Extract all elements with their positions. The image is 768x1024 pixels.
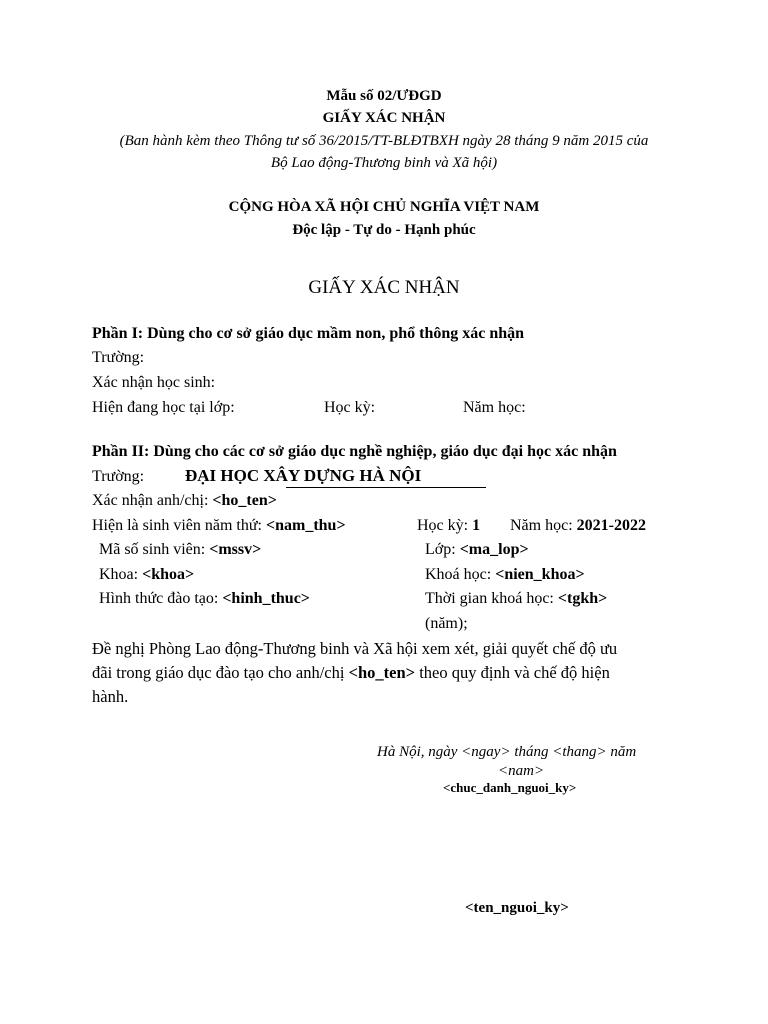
student-id-value: <mssv>: [209, 541, 262, 558]
student-id-label: Mã số sinh viên:: [99, 541, 206, 558]
request-student-name: <ho_ten>: [348, 663, 416, 682]
request-line-2: [92, 662, 610, 684]
training-label: Hình thức đào tạo:: [99, 590, 219, 607]
year-row: [92, 516, 346, 536]
class-row: [425, 540, 529, 560]
student-name-field: <ho_ten>: [212, 492, 277, 509]
form-title: GIẤY XÁC NHẬN: [322, 110, 446, 126]
duration-value: <tgkh>: [557, 590, 608, 607]
semester-label: Học kỳ:: [417, 517, 469, 534]
class-value: <ma_lop>: [459, 541, 529, 558]
part1-school-year-label: Năm học:: [463, 399, 526, 416]
training-row: [99, 589, 310, 609]
signer-position: <chuc_danh_nguoi_ky>: [443, 780, 577, 795]
semester-value: 1: [472, 517, 481, 534]
part1-confirm-student-label: Xác nhận học sinh:: [92, 374, 216, 391]
signature-date-line-2: <nam>: [498, 763, 545, 779]
part2-school-name: ĐẠI HỌC XÂY DỰNG HÀ NỘI: [185, 466, 422, 485]
duration-row: [425, 589, 607, 609]
request-text-b: theo quy định và chế độ hiện: [419, 663, 610, 682]
part2-heading: Phần II: Dùng cho các cơ sở giáo dục nghề nghiệp, giáo dục đại học xác nhận: [92, 443, 617, 460]
request-text-a: đãi trong giáo dục đào tạo cho anh/chị: [92, 663, 345, 682]
duration-label: Thời gian khoá học:: [425, 590, 554, 607]
request-line-1: Đề nghị Phòng Lao động-Thương binh và Xã hội xem xét, giải quyết chế độ ưu: [92, 639, 618, 658]
school-name-underline: [286, 487, 486, 488]
course-row: [425, 565, 585, 585]
faculty-value: <khoa>: [142, 566, 195, 583]
form-number: Mẫu số 02/ƯĐGD: [326, 88, 442, 104]
part2-school-label: Trường:: [92, 468, 145, 485]
student-id-row: [99, 540, 261, 560]
year-value: <nam_thu>: [265, 517, 346, 534]
confirm-label: Xác nhận anh/chị:: [92, 492, 209, 509]
course-label: Khoá học:: [425, 566, 492, 583]
issued-line-1: (Ban hành kèm theo Thông tư số 36/2015/TT-BLĐTBXH ngày 28 tháng 9 năm 2015 của: [119, 133, 649, 149]
issued-line-2: Bộ Lao động-Thương binh và Xã hội): [270, 155, 498, 171]
part1-school-label: Trường:: [92, 349, 145, 366]
country-name: CỘNG HÒA XÃ HỘI CHỦ NGHĨA VIỆT NAM: [228, 199, 540, 215]
signature-date-line-1: Hà Nội, ngày <ngay> tháng <thang> năm: [377, 744, 637, 760]
confirm-row: [92, 491, 277, 511]
signer-name: <ten_nguoi_ky>: [465, 900, 569, 916]
semester-row: [417, 516, 480, 536]
part1-class-label: Hiện đang học tại lớp:: [92, 399, 235, 416]
school-year-value: 2021-2022: [576, 517, 646, 534]
course-value: <nien_khoa>: [495, 566, 585, 583]
duration-unit: (năm);: [425, 615, 468, 632]
class-label: Lớp:: [425, 541, 456, 558]
school-year-label: Năm học:: [510, 517, 573, 534]
year-label: Hiện là sinh viên năm thứ:: [92, 517, 262, 534]
training-value: <hinh_thuc>: [222, 590, 310, 607]
part1-semester-label: Học kỳ:: [324, 399, 376, 416]
school-year-row: [510, 516, 646, 536]
motto: Độc lập - Tự do - Hạnh phúc: [292, 222, 476, 238]
faculty-row: [99, 565, 194, 585]
request-line-3: hành.: [92, 687, 129, 706]
document-title: GIẤY XÁC NHẬN: [308, 277, 460, 298]
faculty-label: Khoa:: [99, 566, 139, 583]
part1-heading: Phần I: Dùng cho cơ sở giáo dục mầm non, phổ thông xác nhận: [92, 325, 525, 342]
